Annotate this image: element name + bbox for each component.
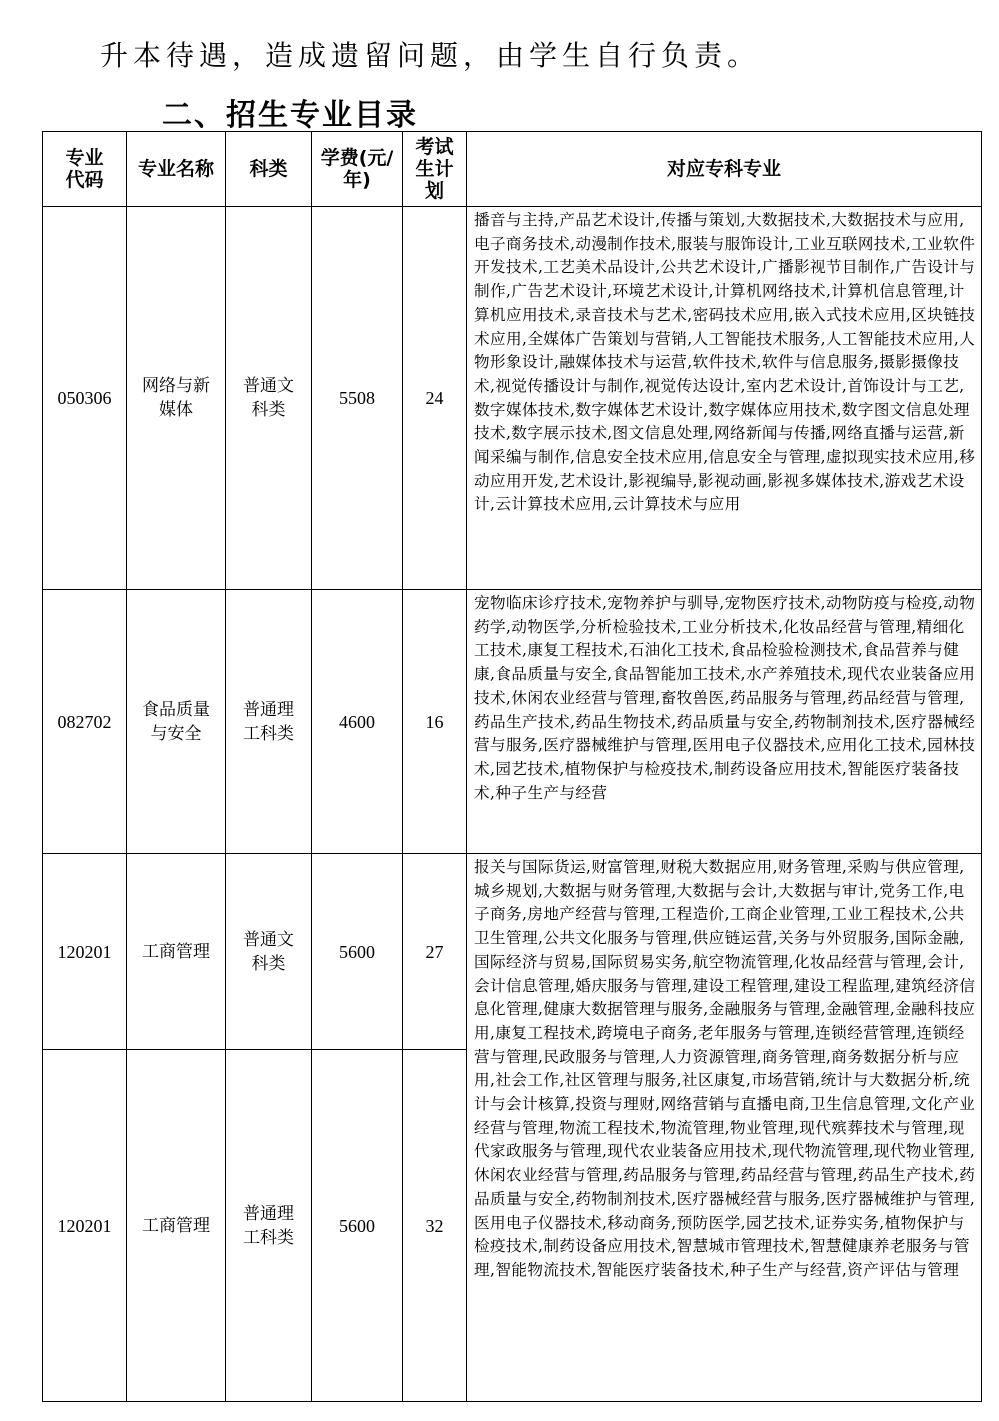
row-name: 食品质量与安全 (127, 590, 226, 854)
table-row (43, 590, 982, 854)
row-tuition: 5600 (312, 854, 403, 1050)
section-heading: 二、招生专业目录 (162, 98, 418, 133)
row-plan: 27 (403, 854, 467, 1050)
intro-text: 升本待遇，造成遗留问题，由学生自行负责。 (100, 39, 761, 72)
row-majors: 宠物临床诊疗技术,宠物养护与驯导,宠物医疗技术,动物防疫与检疫,动物药学,动物医学,分析检验技术,工业分析技术,化妆品经营与管理,精细化工技术,康复工程技术,石油化工技术,食品检验检测技术,食品营养与健康,食品质量与安全,食品智能加工技术,水产养殖技术,现代农业装备应用技术,休闲农业经营与管理,畜牧兽医,药品服务与管理,药品经营与管理,药品生产技术,药品生物技术,药品质量与安全,药物制剂技术,医疗器械经营与服务,医疗器械维护与管理,医用电子仪器技术,应用化工技术,园林技术,园艺技术,植物保护与检疫技术,制药设备应用技术,智能医疗装备技术,种子生产与经营 (467, 590, 982, 854)
row-name: 网络与新媒体 (127, 207, 226, 590)
header-category: 科类 (226, 132, 312, 207)
table-row (43, 207, 982, 590)
row-majors: 播音与主持,产品艺术设计,传播与策划,大数据技术,大数据技术与应用,电子商务技术,动漫制作技术,服装与服饰设计,工业互联网技术,工业软件开发技术,工艺美术品设计,公共艺术设计,广播影视节目制作,广告设计与制作,广告艺术设计,环境艺术设计,计算机网络技术,计算机信息管理,计算机应用技术,录音技术与艺术,密码技术应用,嵌入式技术应用,区块链技术应用,全媒体广告策划与营销,人工智能技术服务,人工智能技术应用,人物形象设计,融媒体技术与运营,软件技术,软件与信息服务,摄影摄像技术,视觉传播设计与制作,视觉传达设计,室内艺术设计,首饰设计与工艺,数字媒体技术,数字媒体艺术设计,数字媒体应用技术,数字图文信息处理技术,数字展示技术,图文信息处理,网络新闻与传播,网络直播与运营,新闻采编与制作,信息安全技术应用,信息安全与管理,虚拟现实技术应用,移动应用开发,艺术设计,影视编导,影视动画,影视多媒体技术,游戏艺术设计,云计算技术应用,云计算技术与应用 (467, 207, 982, 590)
row-majors: 报关与国际货运,财富管理,财税大数据应用,财务管理,采购与供应管理,城乡规划,大数据与财务管理,大数据与会计,大数据与审计,党务工作,电子商务,房地产经营与管理,工程造价,工商企业管理,工业工程技术,公共卫生管理,公共文化服务与管理,供应链运营,关务与外贸服务,国际金融,国际经济与贸易,国际贸易实务,航空物流管理,化妆品经营与管理,会计,会计信息管理,婚庆服务与管理,建设工程管理,建设工程监理,建筑经济信息化管理,健康大数据管理与服务,金融服务与管理,金融管理,金融科技应用,康复工程技术,跨境电子商务,老年服务与管理,连锁经营管理,连锁经营与管理,民政服务与管理,人力资源管理,商务管理,商务数据分析与应用,社会工作,社区管理与服务,社区康复,市场营销,统计与大数据分析,统计与会计核算,投资与理财,网络营销与直播电商,卫生信息管理,文化产业经营与管理,物流工程技术,物流管理,物业管理,现代殡葬技术与管理,现代家政服务与管理,现代农业装备应用技术,现代物流管理,现代物业管理,休闲农业经营与管理,药品服务与管理,药品经营与管理,药品生产技术,药品质量与安全,药物制剂技术,医疗器械经营与服务,医疗器械维护与管理,医用电子仪器技术,移动商务,预防医学,园艺技术,证券实务,植物保护与检疫技术,制药设备应用技术,智慧城市管理技术,智慧健康养老服务与管理,智能物流技术,智能医疗装备技术,种子生产与经营,资产评估与管理 (467, 854, 982, 1402)
header-majors: 对应专科专业 (467, 132, 982, 207)
row-tuition: 4600 (312, 590, 403, 854)
row-name: 工商管理 (127, 854, 226, 1050)
header-name: 专业名称 (127, 132, 226, 207)
row-plan: 16 (403, 590, 467, 854)
row-tuition: 5508 (312, 207, 403, 590)
row-code: 050306 (43, 207, 127, 590)
row-tuition: 5600 (312, 1050, 403, 1402)
row-category: 普通文科类 (226, 854, 312, 1050)
row-code: 120201 (43, 854, 127, 1050)
header-tuition: 学费(元/年) (312, 132, 403, 207)
major-catalog-table (42, 131, 982, 1402)
table-header-row (43, 132, 982, 207)
row-plan: 24 (403, 207, 467, 590)
row-code: 120201 (43, 1050, 127, 1402)
row-plan: 32 (403, 1050, 467, 1402)
row-category: 普通理工科类 (226, 1050, 312, 1402)
row-category: 普通文科类 (226, 207, 312, 590)
row-category: 普通理工科类 (226, 590, 312, 854)
header-code: 专业代码 (43, 132, 127, 207)
row-name: 工商管理 (127, 1050, 226, 1402)
table-row (43, 854, 982, 1050)
header-plan: 考试生计划 (403, 132, 467, 207)
row-code: 082702 (43, 590, 127, 854)
